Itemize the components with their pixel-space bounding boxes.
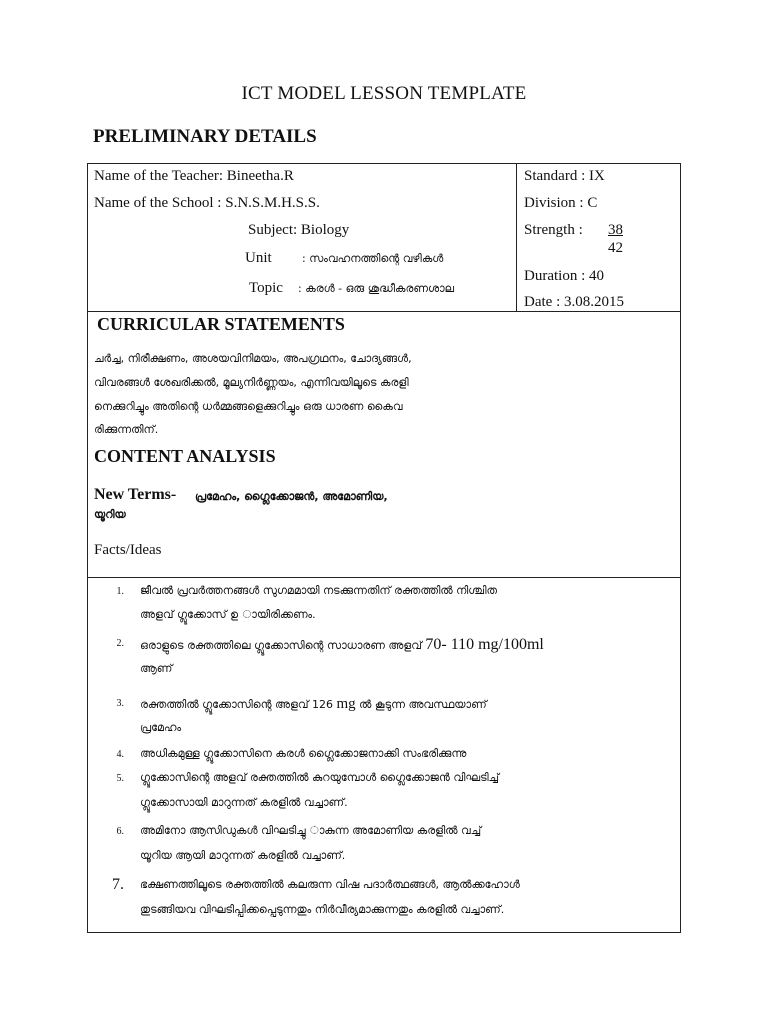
curricular-line: നെക്കുറിച്ചും അതിന്റെ ധർമ്മങ്ങളെക്കുറിച്ചും ഒരു ധാരണ കൈവ <box>94 400 403 413</box>
division: Division : C <box>524 195 598 211</box>
fact-number: 6. <box>116 826 124 837</box>
fact-number: 4. <box>116 749 124 760</box>
fact-line: അമിനോ ആസിഡുകൾ വിഘടിച്ചു ാകുന്ന അമോണിയ കരളിൽ വച്ച് <box>140 824 482 837</box>
details-table <box>87 163 681 933</box>
curricular-line: രിക്കുന്നതിന്. <box>94 423 159 436</box>
fact-line: ഭക്ഷണത്തിലൂടെ രക്തത്തിൽ കലരുന്ന വിഷ പദാർത്ഥങ്ങൾ, ആൽക്കഹോൾ <box>140 878 520 891</box>
unit-value: : സംവഹനത്തിന്റെ വഴികൾ <box>302 252 444 265</box>
curricular-line: ചർച്ച, നിരീക്ഷണം, അശയവിനിമയം, അപഗ്രഥനം, ചോദ്യങ്ങൾ, <box>94 352 412 365</box>
fact-text-tail: ൽ കൂടുന്ന അവസ്ഥയാണ് <box>359 698 487 711</box>
row-divider <box>88 577 680 578</box>
fact-line: ജീവൽ പ്രവർത്തനങ്ങൾ സുഗമമായി നടക്കുന്നതിന് രക്തത്തിൽ നിശ്ചിത <box>140 584 497 597</box>
fact-value-en: 70- 110 mg/100ml <box>425 636 544 653</box>
fact-line: അധികമുള്ള ഗ്ലൂക്കോസിനെ കരൾ ഗ്ലൈക്കോജനാക്കി സംഭരിക്കുന്നു <box>140 747 467 760</box>
strength-total: 42 <box>608 240 623 256</box>
standard: Standard : IX <box>524 168 605 184</box>
fact-number: 1. <box>116 586 124 597</box>
strength-label: Strength : <box>524 222 583 238</box>
fact-line: തുടങ്ങിയവ വിഘടിപ്പിക്കപ്പെടുന്നതും നിർവീര്യമാക്കുന്നതും കരളിൽ വച്ചാണ്. <box>140 903 505 916</box>
fact-line: ആണ് <box>140 662 173 675</box>
facts-label: Facts/Ideas <box>94 542 162 558</box>
curricular-heading: CURRICULAR STATEMENTS <box>97 314 345 334</box>
subject: Subject: Biology <box>248 222 350 238</box>
fact-number: 2. <box>116 638 124 649</box>
section-title: PRELIMINARY DETAILS <box>93 126 317 147</box>
row-divider <box>88 311 680 312</box>
date: Date : 3.08.2015 <box>524 294 624 310</box>
content-heading: CONTENT ANALYSIS <box>94 446 276 466</box>
new-terms-label: New Terms- <box>94 486 177 503</box>
topic-value: : കരൾ - ഒരു ശുദ്ധീകരണശാല <box>298 282 455 295</box>
new-terms-value-cont: യൂറിയ <box>94 508 126 521</box>
topic-label: Topic <box>249 280 283 296</box>
fact-line <box>140 696 487 713</box>
fact-number: 5. <box>116 773 124 784</box>
fact-text: രക്തത്തിൽ ഗ്ലൂക്കോസിന്റെ അളവ് 126 <box>140 698 333 711</box>
fact-line: പ്രമേഹം <box>140 721 182 734</box>
column-divider <box>516 164 517 311</box>
fact-number: 3. <box>116 698 124 709</box>
duration: Duration : 40 <box>524 268 604 284</box>
fact-line <box>140 636 544 654</box>
school-name: Name of the School : S.N.S.M.H.S.S. <box>94 195 320 211</box>
fact-line: ഗ്ലൂക്കോസായി മാറുന്നത് കരളിൽ വച്ചാണ്. <box>140 796 348 809</box>
strength-value: 38 <box>608 222 623 238</box>
unit-label: Unit <box>245 250 272 266</box>
fact-text: ഒരാളുടെ രക്തത്തിലെ ഗ്ലൂക്കോസിന്റെ സാധാരണ അളവ് <box>140 639 422 652</box>
fact-line: ഗ്ലൂക്കോസിന്റെ അളവ് രക്തത്തിൽ കുറയുമ്പോൾ ഗ്ലൈക്കോജൻ വിഘടിച്ച് <box>140 771 499 784</box>
teacher-name: Name of the Teacher: Bineetha.R <box>94 168 294 184</box>
new-terms-value: പ്രമേഹം, ഗ്ലൈക്കോജൻ, അമോണിയ, <box>195 490 388 503</box>
fact-line: അളവ് ഗ്ലൂക്കോസ് ഉ ായിരിക്കണം. <box>140 608 316 621</box>
curricular-line: വിവരങ്ങൾ ശേഖരിക്കൽ, മൂല്യനിർണ്ണയം, എന്നിവയിലൂടെ കരളി <box>94 376 409 389</box>
page-title: ICT MODEL LESSON TEMPLATE <box>241 83 527 104</box>
fact-value-en: mg <box>336 696 356 712</box>
fact-line: യൂറിയ ആയി മാറുന്നത് കരളിൽ വച്ചാണ്. <box>140 849 346 862</box>
fact-number: 7. <box>112 876 124 893</box>
